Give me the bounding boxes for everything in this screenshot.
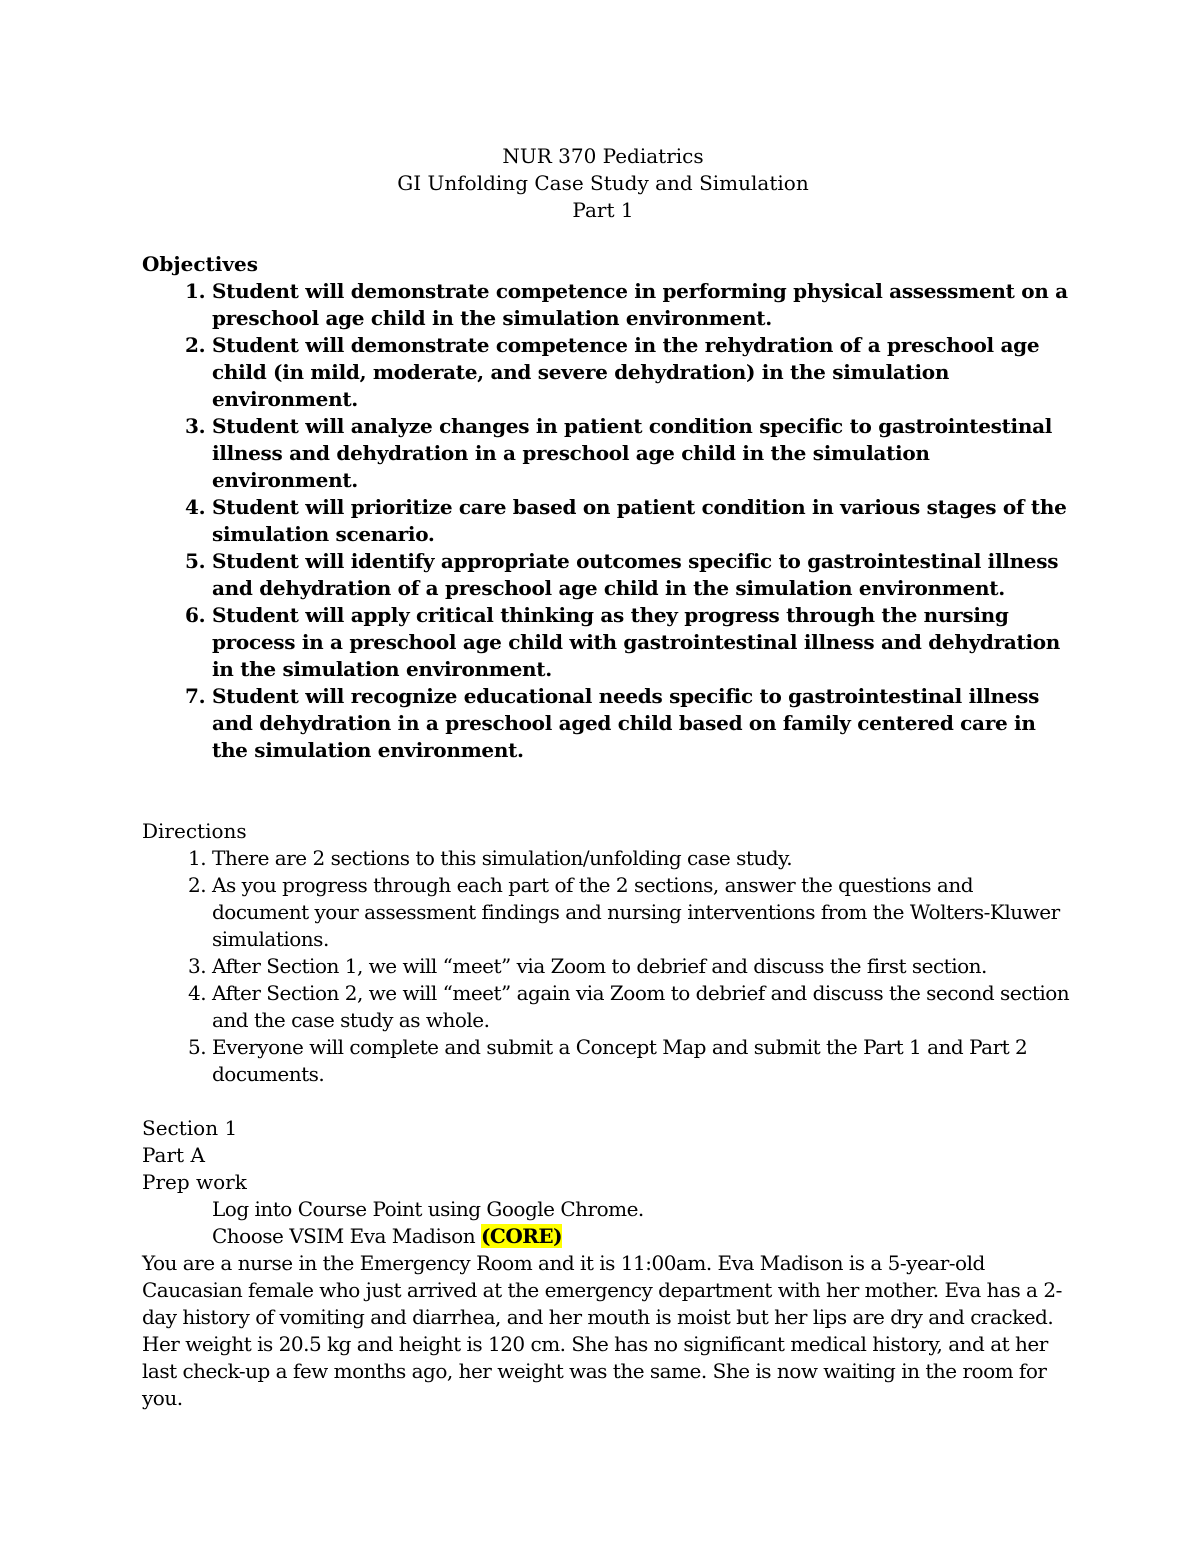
- objectives-list: [142, 278, 1072, 764]
- prep-step-text: Choose VSIM Eva Madison: [212, 1224, 481, 1248]
- direction-item: 2. As you progress through each part of the 2 sections, answer the questions and document your assessment findings and nursing interventions from the Wolters-Kluwer simulations.: [212, 872, 1072, 953]
- objectives-heading: Objectives: [142, 252, 258, 276]
- part-label: Part A: [142, 1143, 205, 1167]
- scenario-paragraph: You are a nurse in the Emergency Room and it is 11:00am. Eva Madison is a 5-year-old Caucasian female who just arrived at the emergency department with her mother. Eva has a 2-day history of vomiting and diarrhea, and her mouth is moist but her lips are dry and cracked. Her weight is 20.5 kg and height is 120 cm. She has no significant medical history, and at her last check-up a few months ago, her weight was the same. She is now waiting in the room for you.: [142, 1251, 1062, 1410]
- objective-item: 3. Student will analyze changes in patient condition specific to gastrointestinal illness and dehydration in a preschool age child in the simulation environment.: [212, 413, 1072, 494]
- prep-work-label: Prep work: [142, 1170, 247, 1194]
- direction-item: 3. After Section 1, we will “meet” via Zoom to debrief and discuss the first section.: [212, 953, 1072, 980]
- document-title: GI Unfolding Case Study and Simulation: [397, 171, 809, 195]
- objective-item: 1. Student will demonstrate competence in performing physical assessment on a preschool age child in the simulation environment.: [212, 278, 1072, 332]
- objective-item: 4. Student will prioritize care based on patient condition in various stages of the simulation scenario.: [212, 494, 1072, 548]
- direction-item: 5. Everyone will complete and submit a Concept Map and submit the Part 1 and Part 2 documents.: [212, 1034, 1072, 1088]
- direction-item: 1. There are 2 sections to this simulation/unfolding case study.: [212, 845, 1072, 872]
- course-title: NUR 370 Pediatrics: [502, 144, 704, 168]
- part-title: Part 1: [572, 198, 634, 222]
- direction-item: 4. After Section 2, we will “meet” again via Zoom to debrief and discuss the second section and the case study as whole.: [212, 980, 1072, 1034]
- prep-step-login: Log into Course Point using Google Chrome.: [212, 1197, 644, 1221]
- section-label: Section 1: [142, 1116, 238, 1140]
- objective-item: 7. Student will recognize educational needs specific to gastrointestinal illness and dehydration in a preschool aged child based on family centered care in the simulation environment.: [212, 683, 1072, 764]
- document-body: [142, 143, 1072, 1412]
- directions-heading: Directions: [142, 819, 247, 843]
- objective-item: 2. Student will demonstrate competence in the rehydration of a preschool age child (in mild, moderate, and severe dehydration) in the simulation environment.: [212, 332, 1072, 413]
- directions-list: [142, 845, 1072, 1088]
- prep-step-choose-vsim: [142, 1223, 1072, 1250]
- objective-item: 6. Student will apply critical thinking as they progress through the nursing process in a preschool age child with gastrointestinal illness and dehydration in the simulation environment.: [212, 602, 1072, 683]
- core-highlight: (CORE): [480, 1224, 563, 1248]
- objective-item: 5. Student will identify appropriate outcomes specific to gastrointestinal illness and dehydration of a preschool age child in the simulation environment.: [212, 548, 1072, 602]
